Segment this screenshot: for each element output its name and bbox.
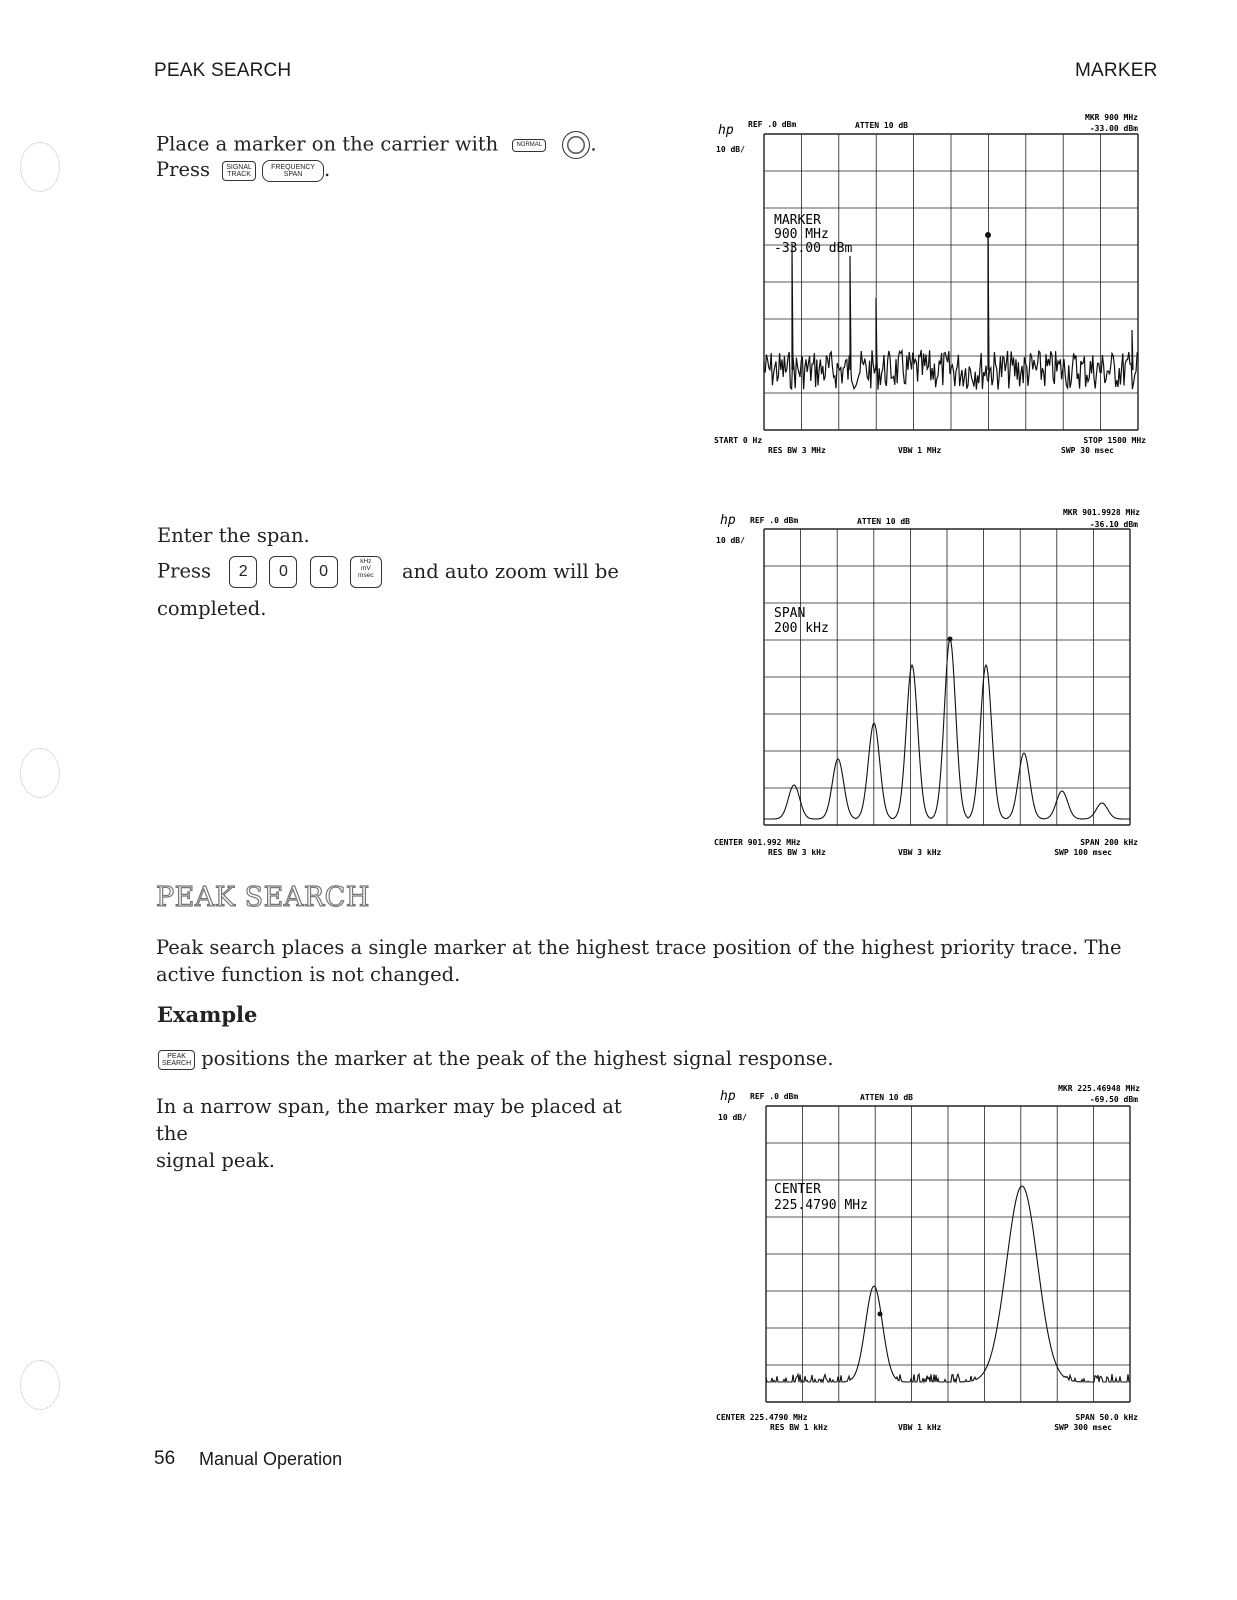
active-function-value: 200 kHz (774, 621, 829, 636)
step1-line1 (156, 131, 597, 159)
analyzer-screen-2 (712, 507, 1152, 859)
press-text: Press (157, 559, 211, 583)
key-line: msec (358, 572, 374, 579)
res-bw: RES BW 3 kHz (768, 848, 826, 857)
scale: 10 dB/ (718, 1113, 747, 1122)
hp-logo: hp (720, 513, 736, 528)
frequency-span-key[interactable] (262, 160, 324, 182)
span: SPAN 50.0 kHz (1075, 1413, 1138, 1422)
mkr-freq: MKR 225.46948 MHz (1058, 1084, 1140, 1093)
scale: 10 dB/ (716, 145, 745, 154)
screen-1-svg (712, 112, 1152, 464)
vbw: VBW 1 kHz (898, 1423, 942, 1432)
hp-logo: hp (718, 123, 734, 138)
scale: 10 dB/ (716, 536, 745, 545)
active-function-value: 900 MHz (774, 227, 829, 242)
hp-logo: hp (720, 1089, 736, 1104)
section-description: Peak search places a single marker at the highest trace position of the highest priority trace. The active function is not changed. (156, 936, 1122, 986)
graticule (764, 134, 1138, 430)
active-function-label: CENTER (774, 1182, 821, 1197)
center-freq: CENTER 225.4790 MHz (716, 1413, 808, 1422)
graticule (766, 1106, 1130, 1402)
binder-hole (20, 748, 60, 798)
active-function-value: 225.4790 MHz (774, 1198, 868, 1213)
key-line: mV (360, 565, 371, 572)
period: . (590, 132, 597, 156)
example-line (158, 1047, 834, 1070)
mkr-amp: -69.50 dBm (1089, 1095, 1138, 1104)
marker-dot (948, 637, 953, 642)
marker-dot (985, 232, 991, 238)
key-line: SPAN (283, 170, 303, 178)
mkr-amp: -36.10 dBm (1089, 520, 1138, 529)
atten: ATTEN 10 dB (857, 517, 910, 526)
atten: ATTEN 10 dB (860, 1093, 913, 1102)
step1-text: Place a marker on the carrier with (156, 132, 499, 156)
khz-unit-key[interactable] (350, 556, 382, 588)
example-title: Example (157, 1002, 258, 1027)
digit-0-key[interactable]: 0 (310, 556, 338, 588)
active-function-label: MARKER (774, 213, 821, 228)
key-line: SEARCH (162, 1059, 192, 1067)
step2-line2 (157, 556, 619, 588)
ref-level: REF .0 dBm (750, 516, 799, 525)
vbw: VBW 1 MHz (898, 446, 942, 455)
narrow-line: signal peak. (156, 1149, 276, 1172)
analyzer-screen-3 (712, 1082, 1152, 1434)
atten: ATTEN 10 dB (855, 121, 908, 130)
knob-icon[interactable] (562, 131, 590, 159)
peak-search-key[interactable] (158, 1050, 195, 1070)
sweep-time: SWP 30 msec (1061, 446, 1114, 455)
key-line: FREQUENCY (271, 163, 316, 171)
step2-line3: completed. (157, 597, 267, 620)
section-title: PEAK SEARCH (156, 882, 370, 913)
screen-2-svg (712, 507, 1152, 859)
graticule (764, 529, 1130, 825)
binder-hole (20, 1360, 60, 1410)
step2-tail: and auto zoom will be (402, 559, 619, 583)
running-header-left: PEAK SEARCH (154, 60, 292, 81)
start-freq: START 0 Hz (714, 436, 763, 445)
sweep-time: SWP 300 msec (1054, 1423, 1112, 1432)
narrow-line: In a narrow span, the marker may be placed at the (156, 1095, 622, 1145)
analyzer-screen-1 (712, 112, 1152, 464)
footer-label: Manual Operation (199, 1449, 343, 1469)
press-text: Press (156, 158, 210, 181)
page-number: 56 (154, 1448, 176, 1469)
binder-hole (20, 142, 60, 192)
ref-level: REF .0 dBm (748, 120, 797, 129)
key-line: PEAK (167, 1052, 186, 1060)
key-line: TRACK (227, 170, 251, 178)
span: SPAN 200 kHz (1080, 838, 1138, 847)
screen-3-svg (712, 1082, 1152, 1434)
spectrum-trace (764, 235, 1137, 390)
normal-key[interactable]: NORMAL (512, 139, 546, 152)
key-line: kHz (360, 558, 372, 565)
ref-level: REF .0 dBm (750, 1092, 799, 1101)
step2-line1: Enter the span. (157, 524, 310, 547)
res-bw: RES BW 3 MHz (768, 446, 826, 455)
step1-line2 (156, 158, 330, 182)
digit-2-key[interactable]: 2 (229, 556, 257, 588)
vbw: VBW 3 kHz (898, 848, 942, 857)
period: . (324, 158, 331, 181)
example-text: positions the marker at the peak of the highest signal response. (201, 1047, 834, 1070)
active-function-label: SPAN (774, 606, 806, 621)
mkr-freq: MKR 900 MHz (1085, 113, 1138, 122)
narrow-span-text (156, 1093, 646, 1174)
marker-dot (878, 1312, 883, 1317)
center-freq: CENTER 901.992 MHz (714, 838, 801, 847)
mkr-amp: -33.00 dBm (1089, 124, 1138, 133)
key-line: SIGNAL (226, 163, 252, 171)
stop-freq: STOP 1500 MHz (1083, 436, 1146, 445)
sweep-time: SWP 100 msec (1054, 848, 1112, 857)
running-header-right: MARKER (1075, 60, 1158, 81)
res-bw: RES BW 1 kHz (770, 1423, 828, 1432)
mkr-freq: MKR 901.9928 MHz (1062, 508, 1140, 517)
signal-track-key[interactable] (222, 161, 256, 181)
active-function-value: -33.00 dBm (774, 241, 853, 256)
digit-0-key[interactable]: 0 (269, 556, 297, 588)
